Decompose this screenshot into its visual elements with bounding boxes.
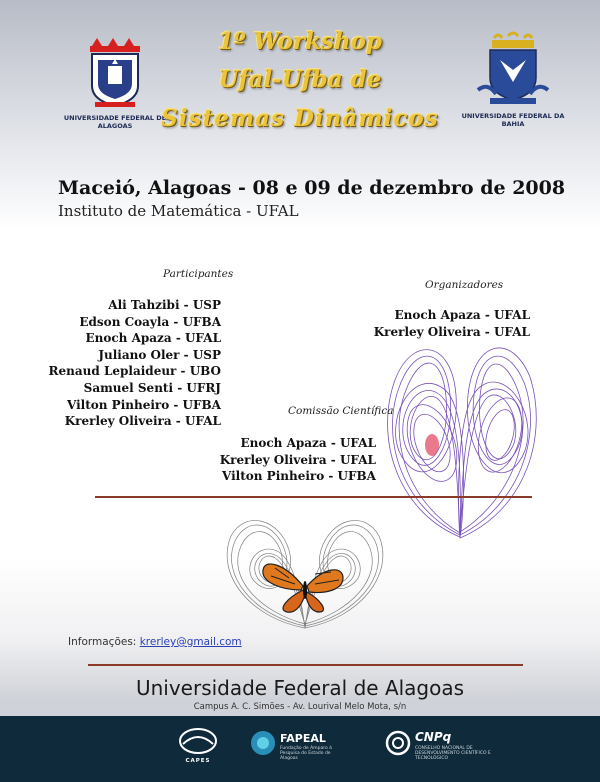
fapeal-subtitle: Fundação de Amparo à Pesquisa do Estado de Alagoas <box>280 746 332 761</box>
sponsor-capes <box>168 726 228 772</box>
committee-heading: Comissão Científica <box>288 405 394 417</box>
butterfly-attractor-graphic <box>215 506 395 636</box>
monarch-butterfly-icon <box>263 564 343 612</box>
committee-member-name: Vilton Pinheiro - UFBA <box>222 469 376 484</box>
organizers-heading: Organizadores <box>425 279 504 291</box>
ufba-crest-icon <box>468 30 558 112</box>
participants-heading: Participantes <box>163 268 234 280</box>
contact-info <box>68 636 242 648</box>
sponsor-cnpq <box>385 728 515 768</box>
cnpq-label: CNPq <box>415 730 452 744</box>
participant-name: Renaud Leplaideur - UBO <box>48 364 221 379</box>
cnpq-logo-icon <box>385 730 411 756</box>
participants-list <box>20 297 221 430</box>
organizers-list <box>330 307 530 340</box>
participant-name: Juliano Oler - USP <box>98 347 221 362</box>
capes-logo-icon <box>173 726 223 756</box>
capes-label: CAPES <box>185 758 211 764</box>
participant-name: Vilton Pinheiro - UFBA <box>67 397 221 412</box>
committee-member-name: Krerley Oliveira - UFAL <box>219 452 376 467</box>
ufal-logo <box>63 34 167 130</box>
divider-rule-upper <box>95 496 532 498</box>
ufba-logo-caption: UNIVERSIDADE FEDERAL DA BAHIA <box>461 112 565 128</box>
ufal-logo-caption: UNIVERSIDADE FEDERAL DE ALAGOAS <box>63 114 167 130</box>
fapeal-logo-icon <box>250 730 276 756</box>
sponsor-fapeal <box>250 728 360 768</box>
divider-rule-lower <box>88 664 523 666</box>
event-date-location: Maceió, Alagoas - 08 e 09 de dezembro de 2008 <box>58 177 566 199</box>
title-line-2: Ufal-Ufba de <box>218 66 382 93</box>
participant-name: Krerley Oliveira - UFAL <box>64 414 221 429</box>
cnpq-subtitle: CONSELHO NACIONAL DE DESENVOLVIMENTO CIENTÍFICO E TECNOLÓGICO <box>415 746 491 761</box>
committee-member-name: Enoch Apaza - UFAL <box>240 436 376 450</box>
participant-name: Samuel Senti - UFRJ <box>83 380 221 395</box>
organizer-name: Krerley Oliveira - UFAL <box>373 324 530 339</box>
fapeal-label: FAPEAL <box>280 732 326 745</box>
sponsor-footer <box>0 716 600 782</box>
title-line-1: 1º Workshop <box>218 28 382 55</box>
participant-name: Enoch Apaza - UFAL <box>85 331 221 346</box>
campus-address: Campus A. C. Simões - Av. Lourival Melo Mota, s/n <box>193 702 407 712</box>
organizer-name: Enoch Apaza - UFAL <box>394 308 530 322</box>
ufal-crest-icon <box>70 34 160 114</box>
committee-list <box>176 435 376 485</box>
ufba-logo <box>461 30 565 130</box>
participant-name: Ali Tahzibi - USP <box>108 298 221 312</box>
participant-name: Edson Coayla - UFBA <box>79 314 221 329</box>
event-institute: Instituto de Matemática - UFAL <box>58 202 299 220</box>
title-line-3: Sistemas Dinâmicos <box>161 105 439 132</box>
university-name: Universidade Federal de Alagoas <box>135 676 465 700</box>
contact-email-link[interactable]: krerley@gmail.com <box>139 636 242 648</box>
contact-info-label: Informações: <box>68 636 137 648</box>
